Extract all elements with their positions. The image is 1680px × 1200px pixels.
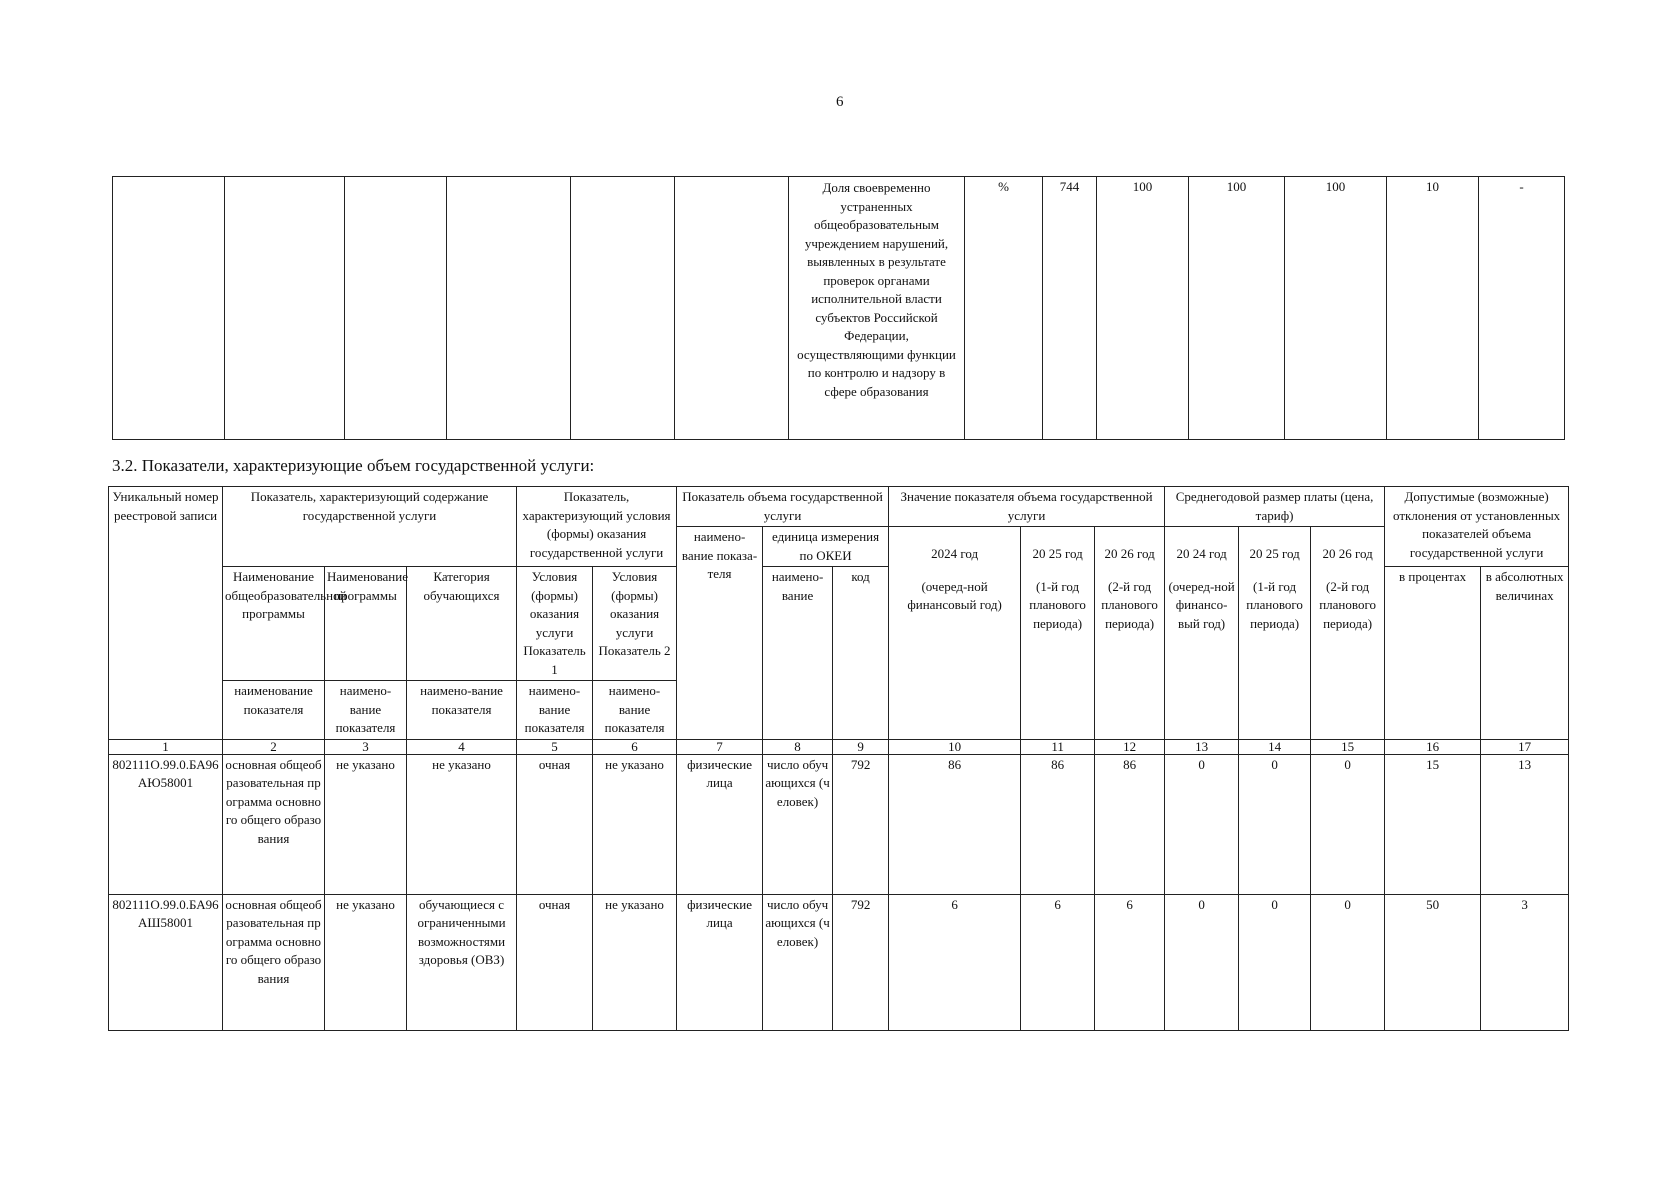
column-number: 15 — [1311, 739, 1385, 754]
header-student-category: Категория обучающихся — [407, 567, 517, 681]
fee-2025-cell: 0 — [1239, 894, 1311, 1030]
fee-2024-label: 20 24 год — [1176, 546, 1227, 561]
header-fee-2026 — [1311, 527, 1385, 740]
empty-cell — [571, 177, 675, 440]
empty-cell — [447, 177, 571, 440]
header-unit-code: код — [833, 567, 889, 740]
condition-2-cell: не указано — [593, 894, 677, 1030]
fee-2025-label: 20 25 год — [1249, 546, 1300, 561]
value-2024-cell: 100 — [1097, 177, 1189, 440]
column-number: 2 — [223, 739, 325, 754]
fee-2026-label: 20 26 год — [1322, 546, 1373, 561]
column-number: 8 — [763, 739, 833, 754]
condition-2-cell: не указано — [593, 754, 677, 894]
unit-cell: число обучающихся (человек) — [763, 754, 833, 894]
program-name-cell: не указано — [325, 894, 407, 1030]
header-volume-indicator: Показатель объема государственной услуги — [677, 487, 889, 527]
deviation-percent-cell: 50 — [1385, 894, 1481, 1030]
header-indicator-name-4: наимено-вание показателя — [407, 681, 517, 740]
value-2026-cell: 86 — [1095, 754, 1165, 894]
header-deviations: Допустимые (возможные) отклонения от установленных показателей объема государственной услуги — [1385, 487, 1569, 567]
header-deviation-absolute: в абсолютных величинах — [1481, 567, 1569, 740]
registry-number-cell: 802111О.99.0.БА96АЮ58001 — [109, 754, 223, 894]
fee-2024-cell: 0 — [1165, 894, 1239, 1030]
year-2026-label: 20 26 год — [1104, 546, 1155, 561]
okei-code-cell: 744 — [1043, 177, 1097, 440]
header-content-indicator: Показатель, характеризующий содержание государственной услуги — [223, 487, 517, 567]
header-registry-number: Уникальный номер реестровой записи — [109, 487, 223, 740]
column-number: 12 — [1095, 739, 1165, 754]
empty-cell — [113, 177, 225, 440]
header-row-1 — [109, 487, 1569, 527]
page-number: 6 — [836, 94, 844, 110]
fee-2026-sub: (2-й год планового периода) — [1319, 578, 1376, 631]
registry-number-cell: 802111О.99.0.БА96АШ58001 — [109, 894, 223, 1030]
year-2024-sub: (очеред-ной финансовый год) — [907, 578, 1002, 612]
value-2026-cell: 6 — [1095, 894, 1165, 1030]
form-cell: очная — [517, 894, 593, 1030]
header-year-2025 — [1021, 527, 1095, 740]
column-number: 3 — [325, 739, 407, 754]
column-number: 14 — [1239, 739, 1311, 754]
column-number: 10 — [889, 739, 1021, 754]
column-number: 11 — [1021, 739, 1095, 754]
header-annual-fee: Среднегодовой размер платы (цена, тариф) — [1165, 487, 1385, 527]
form-cell: очная — [517, 754, 593, 894]
fee-2026-cell: 0 — [1311, 894, 1385, 1030]
fee-2026-cell: 0 — [1311, 754, 1385, 894]
header-volume-values: Значение показателя объема государственной услуги — [889, 487, 1165, 527]
deviation-absolute-cell: 3 — [1481, 894, 1569, 1030]
header-conditions-indicator: Показатель, характеризующий условия (формы) оказания государственной услуги — [517, 487, 677, 567]
program-cell: основная общеобразовательная программа основного общего образования — [223, 894, 325, 1030]
deviation-percent-cell: 15 — [1385, 754, 1481, 894]
value-2025-cell: 100 — [1189, 177, 1285, 440]
column-number: 5 — [517, 739, 593, 754]
empty-cell — [345, 177, 447, 440]
header-indicator-name-2: наименование показателя — [223, 681, 325, 740]
header-condition-1: Условия (формы) оказания услуги Показатель 1 — [517, 567, 593, 681]
header-fee-2025 — [1239, 527, 1311, 740]
deviation-absolute-cell: 13 — [1481, 754, 1569, 894]
column-number: 9 — [833, 739, 889, 754]
header-condition-2: Условия (формы) оказания услуги Показатель 2 — [593, 567, 677, 681]
indicator-name: Доля своевременно устраненных общеобразовательным учреждением нарушений, выявленных в результате проверок органами исполнительной власти субъектов Российской Федерации, осуществляющими функции по контролю и надзору в сфере образования — [789, 177, 965, 440]
program-cell: основная общеобразовательная программа основного общего образования — [223, 754, 325, 894]
header-unit-name: наимено-вание — [763, 567, 833, 740]
header-fee-2024 — [1165, 527, 1239, 740]
value-2024-cell: 6 — [889, 894, 1021, 1030]
column-number: 17 — [1481, 739, 1569, 754]
header-year-2026 — [1095, 527, 1165, 740]
category-cell: обучающиеся с ограниченными возможностями здоровья (ОВЗ) — [407, 894, 517, 1030]
category-cell: не указано — [407, 754, 517, 894]
header-year-2024 — [889, 527, 1021, 740]
indicator-cell: физические лица — [677, 754, 763, 894]
column-number: 4 — [407, 739, 517, 754]
column-number: 16 — [1385, 739, 1481, 754]
year-2024-label: 2024 год — [931, 546, 979, 561]
section-title: 3.2. Показатели, характеризующие объем государственной услуги: — [112, 456, 595, 475]
header-indicator-name-3: наимено-вание показателя — [325, 681, 407, 740]
unit-cell: число обучающихся (человек) — [763, 894, 833, 1030]
table-row — [109, 894, 1569, 1030]
column-number: 13 — [1165, 739, 1239, 754]
indicator-cell: физические лица — [677, 894, 763, 1030]
volume-indicators-table — [108, 486, 1569, 1031]
okei-code-cell: 792 — [833, 754, 889, 894]
header-program-title: Наименование программы — [325, 567, 407, 681]
year-2025-label: 20 25 год — [1032, 546, 1083, 561]
empty-cell — [225, 177, 345, 440]
table-row — [113, 177, 1565, 440]
column-number: 6 — [593, 739, 677, 754]
column-number: 7 — [677, 739, 763, 754]
year-2025-sub: (1-й год планового периода) — [1029, 578, 1086, 631]
value-2026-cell: 100 — [1285, 177, 1387, 440]
column-number: 1 — [109, 739, 223, 754]
table-row — [109, 754, 1569, 894]
header-program-name: Наименование общеобразовательной программы — [223, 567, 325, 681]
fee-2025-sub: (1-й год планового периода) — [1246, 578, 1303, 631]
program-name-cell: не указано — [325, 754, 407, 894]
deviation-absolute-cell: - — [1479, 177, 1565, 440]
fee-2024-sub: (очеред-ной финансо-вый год) — [1168, 578, 1235, 631]
header-indicator-name-6: наимено-вание показателя — [593, 681, 677, 740]
fee-2024-cell: 0 — [1165, 754, 1239, 894]
value-2025-cell: 86 — [1021, 754, 1095, 894]
deviation-percent-cell: 10 — [1387, 177, 1479, 440]
value-2025-cell: 6 — [1021, 894, 1095, 1030]
quality-indicators-table — [112, 176, 1565, 440]
unit-cell: % — [965, 177, 1043, 440]
header-indicator-name: наимено-вание показа-теля — [677, 527, 763, 740]
year-2026-sub: (2-й год планового периода) — [1101, 578, 1158, 631]
empty-cell — [675, 177, 789, 440]
okei-code-cell: 792 — [833, 894, 889, 1030]
fee-2025-cell: 0 — [1239, 754, 1311, 894]
column-numbers-row — [109, 739, 1569, 754]
header-deviation-percent: в процентах — [1385, 567, 1481, 740]
header-unit-okei: единица измерения по ОКЕИ — [763, 527, 889, 567]
value-2024-cell: 86 — [889, 754, 1021, 894]
header-indicator-name-5: наимено-вание показателя — [517, 681, 593, 740]
